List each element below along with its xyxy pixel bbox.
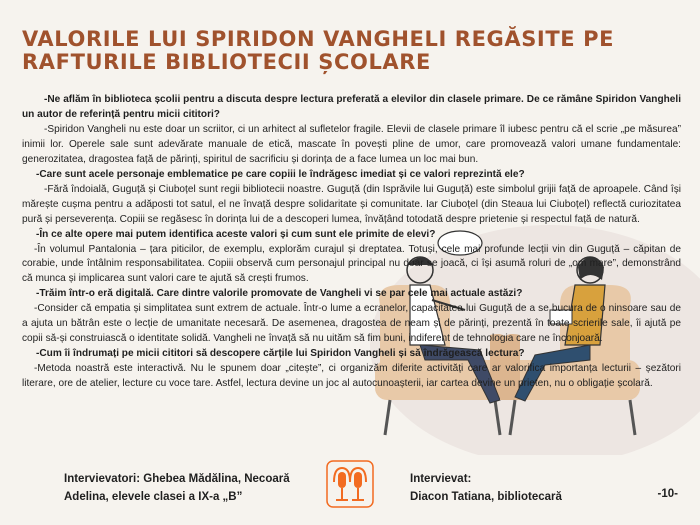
interviewee-credit (410, 470, 670, 506)
question-3: -În ce alte opere mai putem identifica aceste valori și cum sunt ele primite de elevi? (36, 228, 436, 240)
interviewee-line-1: Intervievat: (410, 473, 472, 485)
page-number: -10- (657, 488, 678, 500)
question-2: -Care sunt acele personaje emblematice pe care copiii le îndrăgesc imediat și ce valori reprezintă ele? (36, 168, 525, 180)
interviewee-line-2: Diacon Tatiana, bibliotecară (410, 491, 562, 503)
answer-1: -Spiridon Vangheli nu este doar un scriitor, ci un arhitect al sufletelor fragile. Elevii de clasele primare îl iubesc pentru că el scrie „pe măsurea” inimii lor. Operele sale sunt adevărate manuale de etică, mascate în povești pline de umor, care promovează valori umane fundamentale: generozitatea, dragostea față de părinți, spiritul de sacrificiu și dorința de a face lumea un loc mai bun. (22, 123, 681, 165)
question-1: -Ne aflăm în biblioteca școlii pentru a discuta despre lectura preferată a elevilor din clasele primare. De ce rămâne Spiridon Vangheli un autor de referință pentru micii cititori? (22, 94, 681, 120)
question-4: -Trăim într-o eră digitală. Care dintre valorile promovate de Vangheli vi se par cele mai actuale astăzi? (36, 288, 523, 300)
answer-4: -Consider că empatia și simplitatea sunt extrem de actuale. Într-o lume a ecranelor, capacitatea lui Guguță de a se bucura de o ninsoare sau de a ajuta un bătrân este o lecție de umanitate necesară. De asemenea, dragostea de neam și de părinți, prezentă în toate scrierile sale, îi ajută pe copii să-și construiască o identitate solidă. Vangheli ne învață să nu uităm să fim buni, indiferent de tehnologia care ne înconjoară. (22, 303, 681, 345)
question-5: -Cum îi îndrumați pe micii cititori să descopere cărțile lui Spiridon Vangheli și să îndrăgească lectura? (36, 348, 525, 360)
answer-5: -Metoda noastră este interactivă. Nu le spunem doar „citește”, ci organizăm diferite activități care ar valorifica importanța lecturii – șezători literare, ore de atelier, lecture cu voce tare. Astfel, lectura devine un joc al autocunoașterii, iar cartea devine un prieten, nu o obligație școlară. (22, 363, 681, 390)
interviewers-line-2: Adelina, elevele clasei a IX-a „B” (64, 491, 243, 503)
podcast-microphones-icon (326, 460, 374, 510)
interviewers-credit (64, 470, 334, 506)
interview-text (22, 93, 681, 392)
interviewers-line-1: Intervievatori: Ghebea Mădălina, Necoară (64, 473, 290, 485)
answer-3: -În volumul Pantalonia – țara piticilor, de exemplu, explorăm curajul și dreptatea. Totuși, cele mai profunde lecții vin din Guguță – căpitan de corabie, unde întâlnim responsabilitatea. Copiii observă cum personajul principal nu doar se joacă, ci își asumă roluri de „om mare”, demonstrând că munca și implicarea sunt valori care te ajută să crești frumos. (22, 243, 681, 285)
answer-2: -Fără îndoială, Guguță și Ciuboțel sunt regii bibliotecii noastre. Guguță (din Isprăvile lui Guguță) este simbolul grijii față de aproapele. Când își mărește cușma pentru a adăposti tot satul, el ne învață despre solidaritate și comunitate. Iar Ciuboțel (din Steaua lui Ciuboțel) reflectă curiozitatea pură și perseverența. Copiii se regăsesc în dorința lui de a descoperi lumea, învățând totodată despre prietenie și respectul față de natură. (22, 183, 681, 225)
page-title: VALORILE LUI SPIRIDON VANGHELI REGĂSITE PE RAFTURILE BIBLIOTECII ȘCOLARE (22, 27, 615, 74)
